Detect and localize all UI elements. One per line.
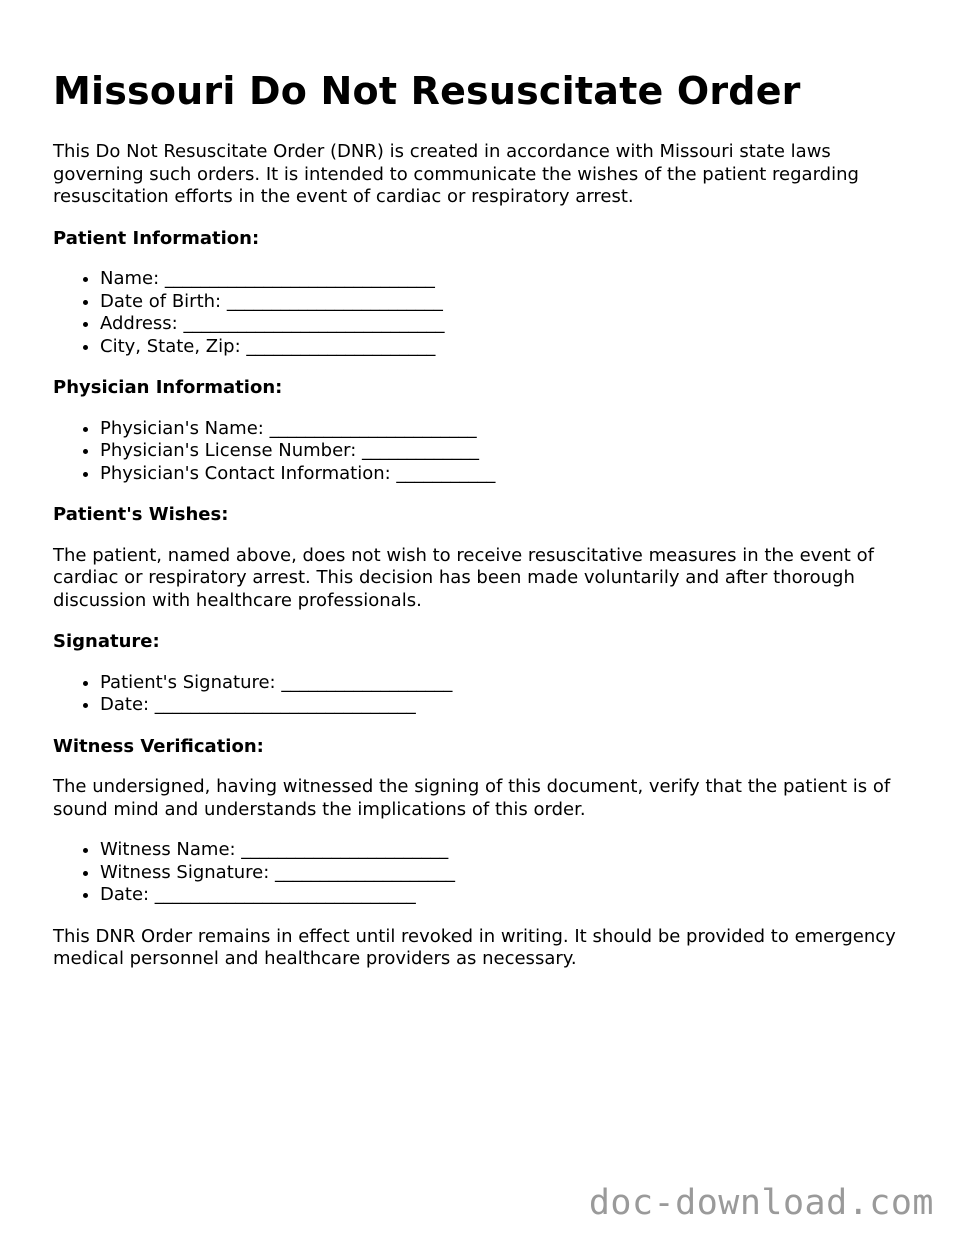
patient-signature-field: • Patient's Signature: ___________________ [100,672,913,695]
witness-signature-field: • Witness Signature: ____________________ [100,862,913,885]
witness-date-field: • Date: _____________________________ [100,884,913,907]
patient-name-field: • Name: ______________________________ [100,268,913,291]
patient-wishes-heading: Patient's Wishes: [53,504,229,525]
signature-heading: Signature: [53,631,160,652]
patient-info-heading: Patient Information: [53,227,260,249]
signature-date-field: • Date: _____________________________ [100,694,913,717]
patient-address-field: • Address: _____________________________ [100,313,913,336]
intro-paragraph: This Do Not Resuscitate Order (DNR) is created in accordance with Missouri state laws governing such orders. It is intended to communicate the wishes of the patient regarding resuscitation efforts in the event of cardiac or respiratory arrest. [53,141,859,207]
patient-dob-field: • Date of Birth: ________________________ [100,291,913,314]
page-title: Missouri Do Not Resuscitate Order [53,69,801,113]
physician-license-field: • Physician's License Number: _____________ [100,440,913,463]
document-page [53,68,913,971]
physician-info-list [53,418,913,486]
witness-heading: Witness Verification: [53,735,264,757]
patient-info-list [53,268,913,358]
patient-wishes-paragraph: The patient, named above, does not wish to receive resuscitative measures in the event of cardiac or respiratory arrest. This decision has been made voluntarily and after thorough discussion with healthcare professionals. [53,544,874,611]
signature-list [53,672,913,717]
physician-info-heading: Physician Information: [53,377,283,398]
closing-paragraph: This DNR Order remains in effect until revoked in writing. It should be provided to emergency medical personnel and healthcare providers as necessary. [53,925,896,969]
witness-list [53,839,913,907]
witness-name-field: • Witness Name: _______________________ [100,839,913,862]
patient-city-state-zip-field: • City, State, Zip: _____________________ [100,336,913,359]
physician-name-field: • Physician's Name: _______________________ [100,418,913,441]
witness-paragraph: The undersigned, having witnessed the signing of this document, verify that the patient is of sound mind and understands the implications of this order. [53,776,891,820]
watermark: doc-download.com [588,1183,934,1223]
physician-contact-field: • Physician's Contact Information: ___________ [100,463,913,486]
